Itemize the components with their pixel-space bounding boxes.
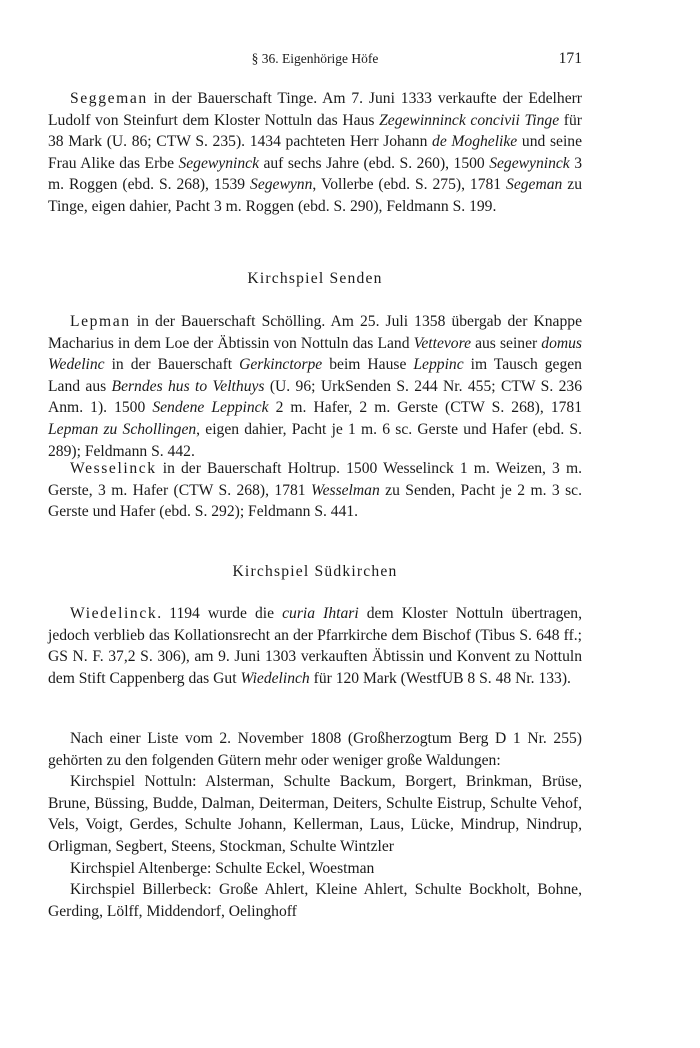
parish-list-item: Kirchspiel Altenberge: Schulte Eckel, Woestman — [70, 859, 375, 877]
entry-name: Wesselinck — [70, 460, 157, 477]
entry-lepman — [48, 311, 582, 462]
running-title: § 36. Eigenhörige Höfe — [251, 51, 379, 66]
forest-list — [48, 728, 582, 922]
page-number: 171 — [558, 50, 582, 67]
running-head — [48, 48, 582, 70]
entry-wesselinck — [48, 458, 582, 523]
paragraph: Seggeman in der Bauerschaft Tinge. Am 7. Juni 1333 verkaufte der Edelherr Ludolf von Steinfurt dem Kloster Nottuln das Haus Zegewinninck concivii Tinge für 38 Mark (U. 86; CTW S. 235). 1434 pachteten Herr Johann de Moghelike und seine Frau Alike das Erbe Segewyninck auf sechs Jahre (ebd. S. 260), 1500 Segewyninck 3 m. Roggen (ebd. S. 268), 1539 Segewynn, Vollerbe (ebd. S. 275), 1781 Segeman zu Tinge, eigen dahier, Pacht 3 m. Roggen (ebd. S. 290), Feldmann S. 199. — [48, 90, 583, 215]
entry-name: Wiedelinck — [70, 605, 158, 622]
entry-seggeman — [48, 88, 582, 218]
entry-wiedelinck — [48, 603, 582, 689]
section-heading: Kirchspiel Senden — [247, 270, 383, 287]
section-heading: Kirchspiel Südkirchen — [232, 563, 398, 580]
paragraph: Lepman in der Bauerschaft Schölling. Am 25. Juli 1358 übergab der Knappe Macharius in dem Loe der Äbtissin von Nottuln das Land Vettevore aus seiner domus Wedelinc in der Bauerschaft Gerkinctorpe beim Hause Leppinc im Tausch gegen Land aus Berndes hus to Velthuys (U. 96; UrkSenden S. 244 Nr. 455; CTW S. 236 Anm. 1). 1500 Sendene Leppinck 2 m. Hafer, 2 m. Gerste (CTW S. 268), 1781 Lepman zu Schollingen, eigen dahier, Pacht je 1 m. 6 sc. Gerste und Hafer (ebd. S. 289); Feldmann S. 442. — [48, 313, 583, 460]
paragraph: Wesselinck in der Bauerschaft Holtrup. 1500 Wesselinck 1 m. Weizen, 3 m. Gerste, 3 m. Hafer (CTW S. 268), 1781 Wesselman zu Senden, Pacht je 2 m. 3 sc. Gerste und Hafer (ebd. S. 292); Feldmann S. 441. — [48, 460, 582, 521]
parish-list-item: Kirchspiel Nottuln: Alsterman, Schulte Backum, Borgert, Brinkman, Brüse, Brune, Büssing, Budde, Dalman, Deiterman, Deiters, Schulte Eistrup, Schulte Vehof, Vels, Voigt, Gerdes, Schulte Johann, Kellerman, Laus, Lücke, Mindrup, Nindrup, Orligman, Segbert, Steens, Stockman, Schulte Wintzler — [48, 773, 582, 855]
list-intro: Nach einer Liste vom 2. November 1808 (Großherzogtum Berg D 1 Nr. 255) gehörten zu den folgenden Gütern mehr oder weniger große Waldungen: — [48, 730, 582, 769]
paragraph: Wiedelinck. 1194 wurde die curia Ihtari dem Kloster Nottuln übertragen, jedoch verblieb das Kollationsrecht an der Pfarrkirche dem Bischof (Tibus S. 648 ff.; GS N. F. 37,2 S. 306), am 9. Juni 1303 verkauften Äbtissin und Konvent zu Nottuln dem Stift Cappenberg das Gut Wiedelinch für 120 Mark (WestfUB 8 S. 48 Nr. 133). — [48, 605, 582, 687]
entry-name: Lepman — [70, 313, 131, 330]
parish-list-item: Kirchspiel Billerbeck: Große Ahlert, Kleine Ahlert, Schulte Bockholt, Bohne, Gerding, Lölff, Middendorf, Oelinghoff — [48, 881, 582, 920]
entry-name: Seggeman — [70, 90, 148, 107]
